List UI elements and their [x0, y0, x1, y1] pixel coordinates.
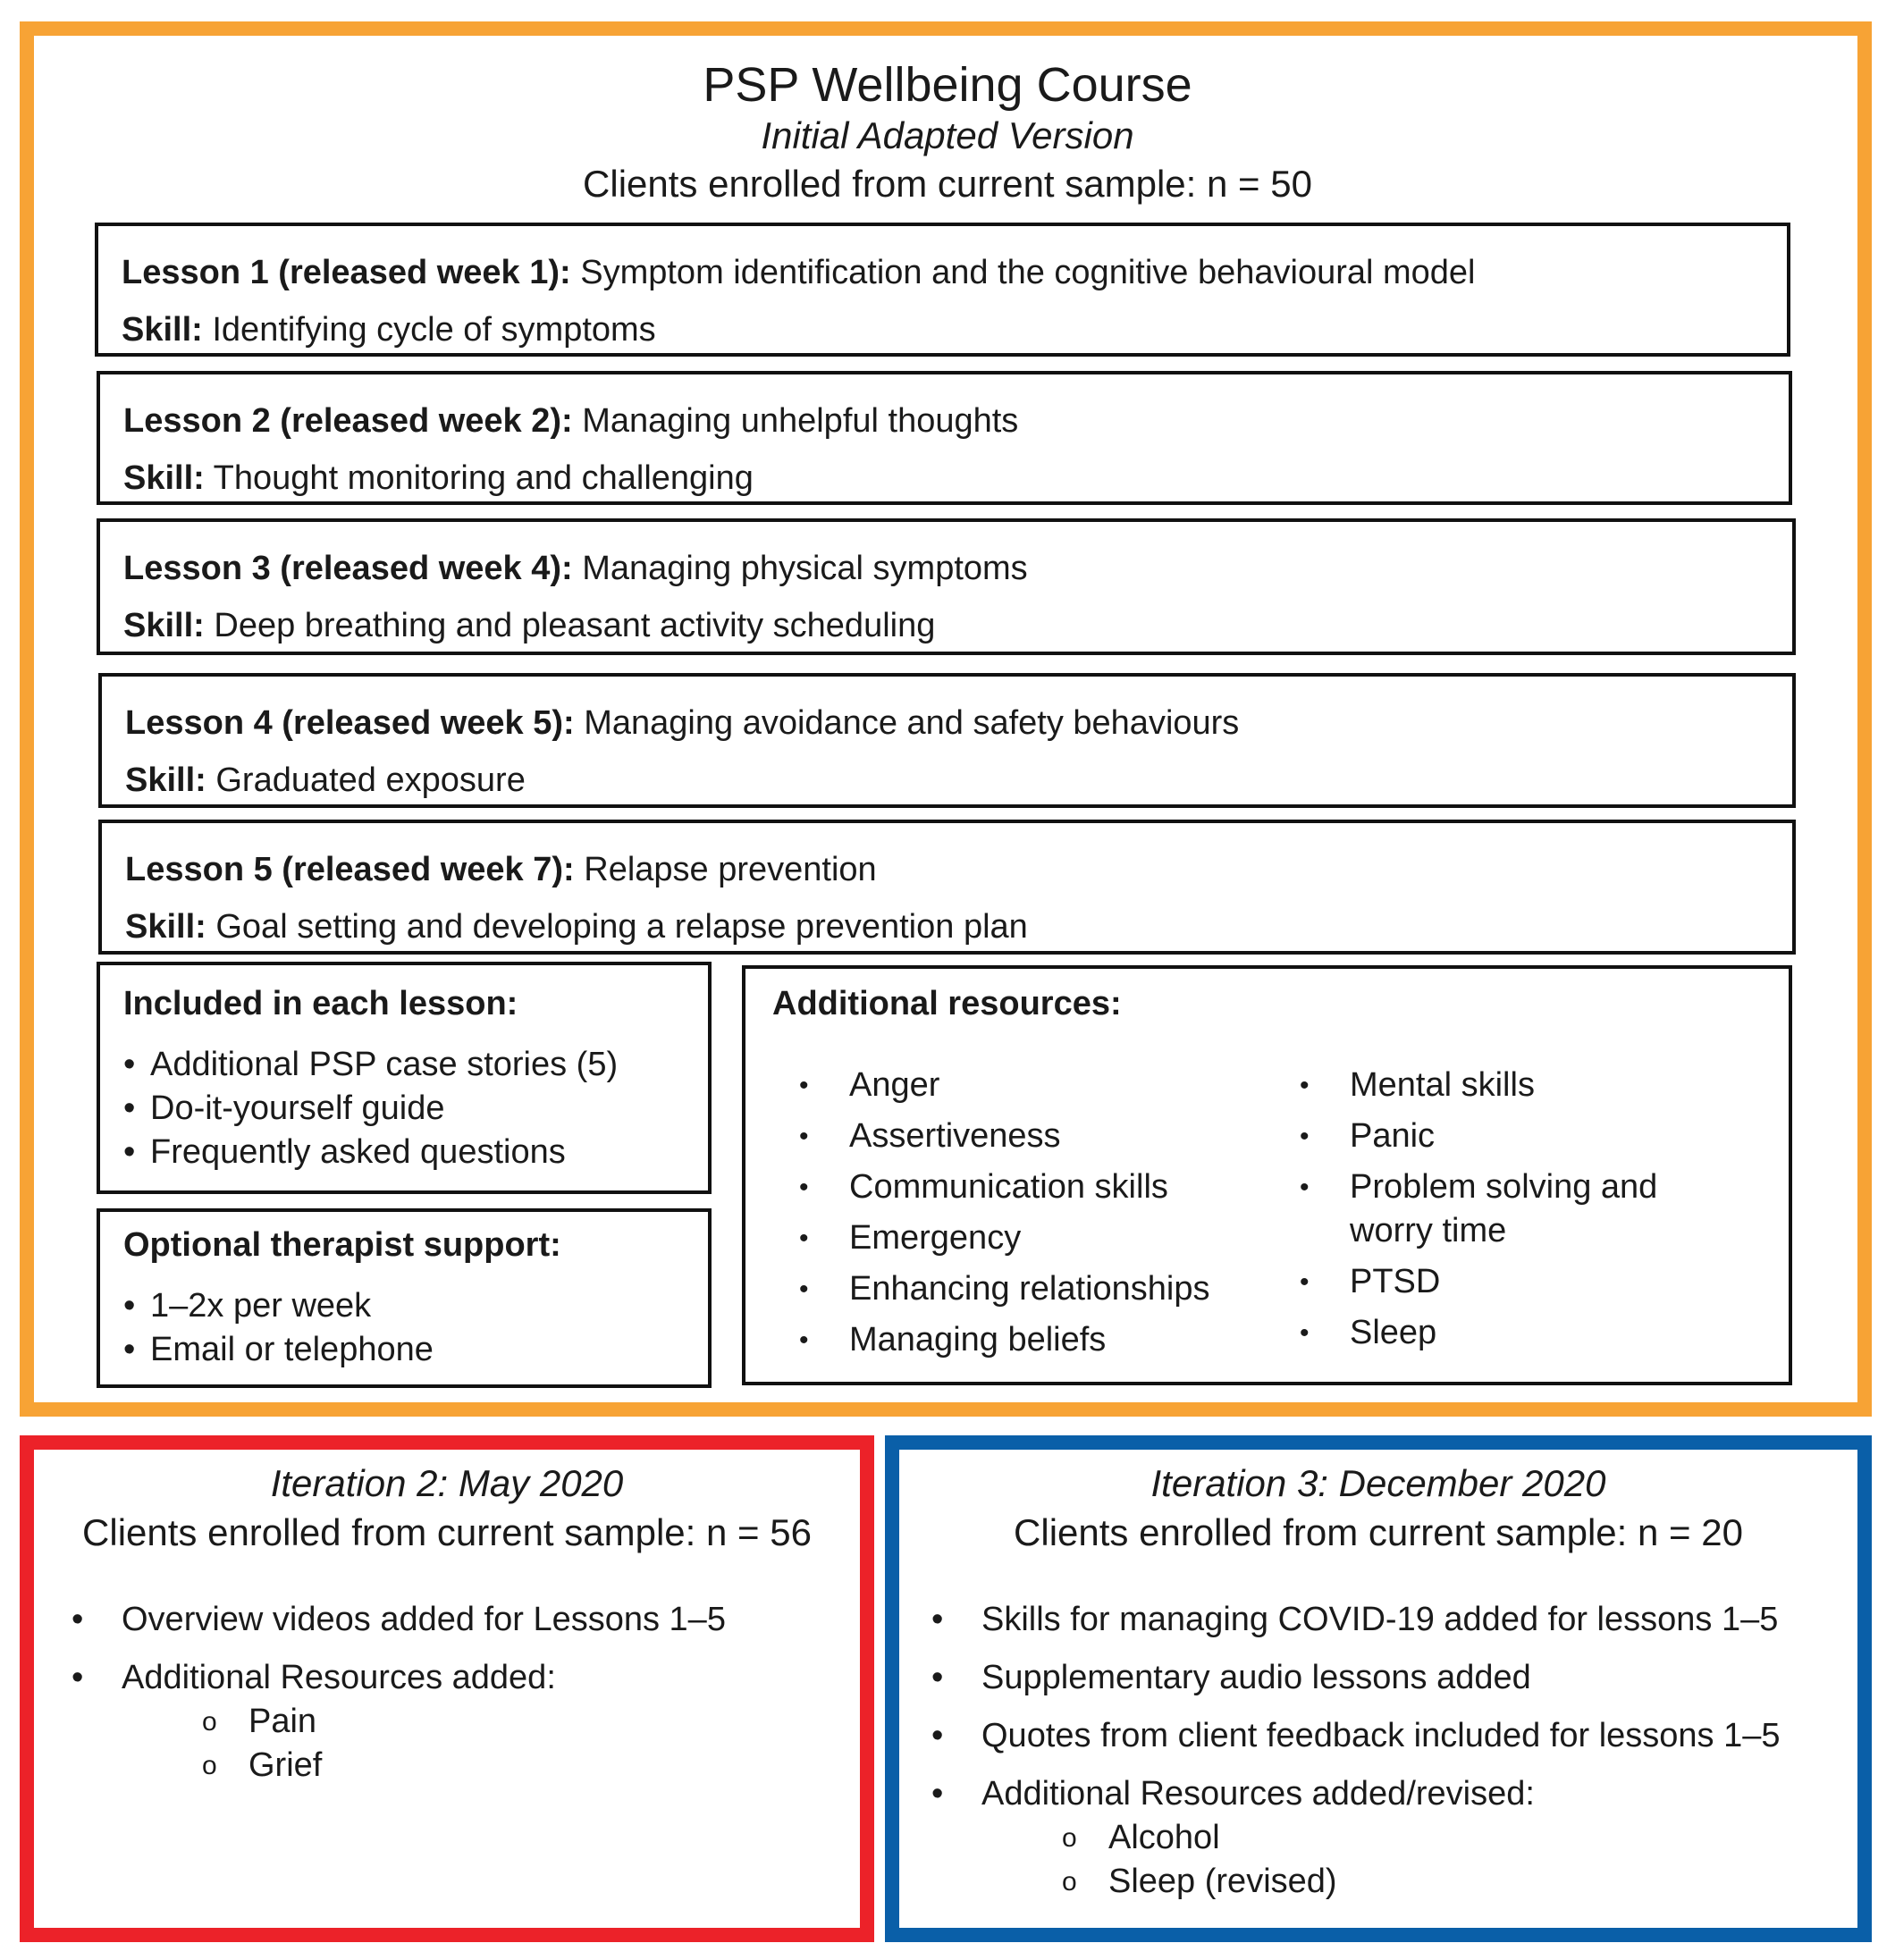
lesson-4-box: [98, 673, 1796, 808]
therapist-title: Optional therapist support:: [123, 1226, 561, 1264]
skill-label: Skill:: [125, 908, 206, 946]
list-item: • Mental skills: [1300, 1064, 1693, 1107]
iteration-2-list: [72, 1598, 726, 1802]
list-item: • Emergency: [799, 1216, 1210, 1260]
lesson-2-box: [97, 371, 1792, 505]
list-item: • Quotes from client feedback included for lessons 1–5: [931, 1714, 1781, 1758]
lesson-topic: Symptom identification and the cognitive behavioural model: [570, 254, 1476, 291]
included-box: [97, 962, 712, 1194]
skill-label: Skill:: [123, 459, 205, 497]
resources-column-2: [1300, 1064, 1693, 1362]
list-item-label: Additional Resources added:: [122, 1659, 556, 1696]
lesson-skill: Deep breathing and pleasant activity scheduling: [204, 607, 936, 644]
lesson-skill: Goal setting and developing a relapse prevention plan: [206, 908, 1028, 946]
lesson-title: Lesson 2 (released week 2):: [123, 402, 573, 440]
course-title: PSP Wellbeing Course: [703, 58, 1192, 112]
list-item: • Overview videos added for Lessons 1–5: [72, 1598, 726, 1642]
sub-list-item: o Grief: [202, 1744, 726, 1788]
sub-list-item: o Sleep (revised): [1062, 1860, 1781, 1904]
iteration-3-enrollment: Clients enrolled from current sample: n = 20: [1014, 1511, 1743, 1553]
lesson-topic: Managing unhelpful thoughts: [572, 402, 1019, 440]
resources-column-1: [799, 1064, 1210, 1369]
lesson-title: Lesson 3 (released week 4):: [123, 550, 573, 587]
lesson-skill: Thought monitoring and challenging: [204, 459, 754, 497]
list-item: • Additional PSP case stories (5): [123, 1043, 708, 1087]
list-item: • Problem solving and worry time: [1300, 1165, 1693, 1253]
list-item: • Anger: [799, 1064, 1210, 1107]
list-item: • Panic: [1300, 1115, 1693, 1158]
iteration-2-enrollment: Clients enrolled from current sample: n = 56: [82, 1511, 812, 1553]
therapist-list: [123, 1284, 708, 1372]
iteration-3-sublist: [981, 1816, 1781, 1904]
iteration-2-title: Iteration 2: May 2020: [270, 1462, 624, 1504]
course-subtitle: Initial Adapted Version: [761, 114, 1134, 156]
lesson-skill: Identifying cycle of symptoms: [202, 311, 656, 349]
list-item: • Communication skills: [799, 1165, 1210, 1209]
included-title: Included in each lesson:: [123, 985, 518, 1022]
resources-box: [742, 965, 1792, 1385]
skill-label: Skill:: [123, 607, 205, 644]
iteration-2-sublist: [122, 1700, 726, 1788]
course-enrollment: Clients enrolled from current sample: n = 50: [583, 163, 1312, 205]
list-item-label: Additional Resources added/revised:: [981, 1775, 1535, 1813]
lesson-title: Lesson 5 (released week 7):: [125, 851, 575, 888]
list-item: • Assertiveness: [799, 1115, 1210, 1158]
iteration-3-list: [931, 1598, 1781, 1918]
list-item: • Email or telephone: [123, 1328, 708, 1372]
lesson-3-box: [97, 518, 1796, 655]
list-item: [72, 1656, 726, 1788]
therapist-box: [97, 1208, 712, 1388]
list-item: • Do-it-yourself guide: [123, 1087, 708, 1131]
lesson-topic: Managing avoidance and safety behaviours: [574, 704, 1240, 742]
skill-label: Skill:: [122, 311, 203, 349]
list-item: • PTSD: [1300, 1260, 1693, 1304]
resources-title: Additional resources:: [772, 985, 1122, 1022]
list-item: [931, 1772, 1781, 1904]
lesson-5-box: [98, 820, 1796, 955]
list-item: • Frequently asked questions: [123, 1131, 708, 1174]
lesson-topic: Relapse prevention: [574, 851, 877, 888]
list-item: • Managing beliefs: [799, 1318, 1210, 1362]
list-item: • 1–2x per week: [123, 1284, 708, 1328]
lesson-1-box: [95, 223, 1790, 357]
sub-list-item: o Alcohol: [1062, 1816, 1781, 1860]
lesson-title: Lesson 4 (released week 5):: [125, 704, 575, 742]
included-list: [123, 1043, 708, 1174]
lesson-skill: Graduated exposure: [206, 761, 526, 799]
lesson-topic: Managing physical symptoms: [572, 550, 1028, 587]
iteration-3-title: Iteration 3: December 2020: [1150, 1462, 1606, 1504]
list-item: • Enhancing relationships: [799, 1267, 1210, 1311]
lesson-title: Lesson 1 (released week 1):: [122, 254, 571, 291]
list-item: • Skills for managing COVID-19 added for lessons 1–5: [931, 1598, 1781, 1642]
skill-label: Skill:: [125, 761, 206, 799]
sub-list-item: o Pain: [202, 1700, 726, 1744]
list-item: • Sleep: [1300, 1311, 1693, 1355]
list-item: • Supplementary audio lessons added: [931, 1656, 1781, 1700]
